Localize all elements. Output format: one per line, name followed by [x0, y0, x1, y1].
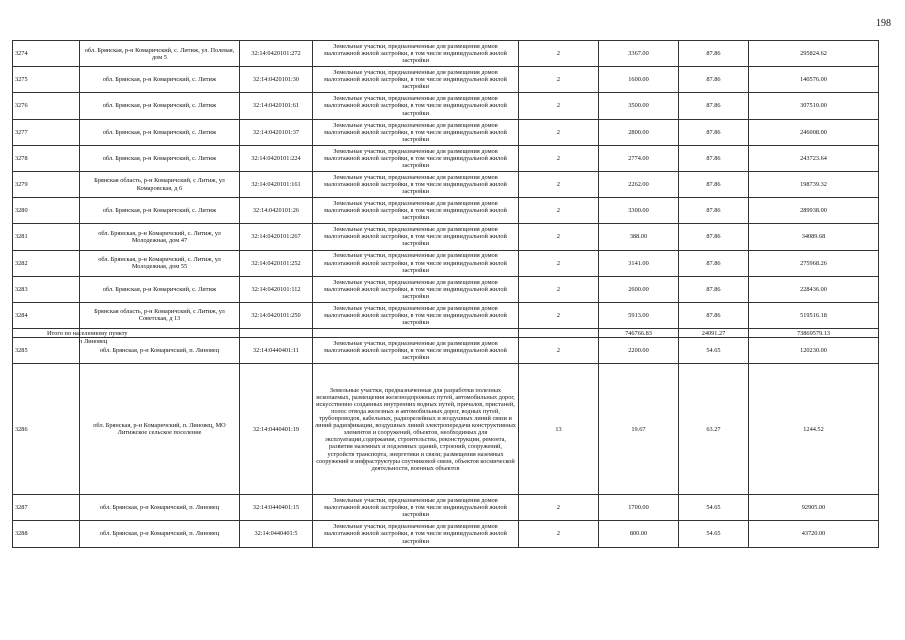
cell-num: 3283 — [13, 276, 80, 302]
cell-rate: 54.65 — [679, 338, 749, 364]
cell-cad: 32:14:0440401:11 — [240, 338, 313, 364]
cell-addr: обл. Брянская, р-н Комаричский, п. Линовец — [80, 495, 240, 521]
table-row — [13, 145, 879, 171]
cell-cad: 32:14:0420101:26 — [240, 198, 313, 224]
cell-area: 2200.00 — [599, 338, 679, 364]
cell-cad: 32:14:0420101:252 — [240, 250, 313, 276]
table-row — [13, 521, 879, 547]
page-number: 198 — [876, 18, 891, 29]
cell-val: 307510.00 — [749, 93, 879, 119]
cell-num: 3288 — [13, 521, 80, 547]
cell-rate: 87.86 — [679, 119, 749, 145]
empty-cell — [313, 329, 519, 338]
cell-val: 140576.00 — [749, 67, 879, 93]
table-row — [13, 495, 879, 521]
cell-cat: 2 — [519, 145, 599, 171]
cell-area: 2800.00 — [599, 119, 679, 145]
table-row — [13, 338, 879, 364]
cell-val: 228436.00 — [749, 276, 879, 302]
cell-cat: 2 — [519, 276, 599, 302]
cell-rate: 54.65 — [679, 495, 749, 521]
cell-cad: 32:14:0420101:272 — [240, 41, 313, 67]
table-row — [13, 93, 879, 119]
cell-addr: обл. Брянская, р-н Комаричский, с. Литиж — [80, 119, 240, 145]
cell-area: 3367.00 — [599, 41, 679, 67]
cell-cat: 2 — [519, 119, 599, 145]
cell-cad: 32:14:0420101:30 — [240, 67, 313, 93]
cell-val: 1244.52 — [749, 364, 879, 495]
cell-cad: 32:14:0420101:250 — [240, 302, 313, 328]
cell-num: 3276 — [13, 93, 80, 119]
cell-rate: 87.86 — [679, 276, 749, 302]
cell-addr: Брянская область, р-н Комаричский, с Литиж, ул Советская, д 13 — [80, 302, 240, 328]
cell-area: 2262.00 — [599, 171, 679, 197]
table-body — [13, 41, 879, 548]
cell-addr: обл. Брянская, р-н Комаричский, п. Линовец, МО Литижское сельское поселение — [80, 364, 240, 495]
cell-val: 43720.00 — [749, 521, 879, 547]
cell-addr: обл. Брянская, р-н Комаричский, с. Литиж — [80, 67, 240, 93]
cell-cad: 32:14:0420101:112 — [240, 276, 313, 302]
cell-area: 1600.00 — [599, 67, 679, 93]
table-row — [13, 250, 879, 276]
cell-cad: 32:14:0420101:61 — [240, 93, 313, 119]
cell-cat: 2 — [519, 338, 599, 364]
cell-addr: Брянская область, р-н Комаричский, с Литиж, ул Комаровская, д 6 — [80, 171, 240, 197]
cell-num: 3274 — [13, 41, 80, 67]
cell-num: 3275 — [13, 67, 80, 93]
cell-use: Земельные участки, предназначенные для размещения домов малоэтажной жилой застройки, в том числе индивидуальной жилой застройки — [313, 198, 519, 224]
cell-num: 3278 — [13, 145, 80, 171]
cell-val: 275968.26 — [749, 250, 879, 276]
cell-num: 3284 — [13, 302, 80, 328]
cell-cad: 32:14:0440401:19 — [240, 364, 313, 495]
cell-use: Земельные участки, предназначенные для размещения домов малоэтажной жилой застройки, в том числе индивидуальной жилой застройки — [313, 224, 519, 250]
table-row — [13, 119, 879, 145]
land-cadastre-table — [12, 40, 879, 548]
table-row — [13, 364, 879, 495]
cell-area: 3300.00 — [599, 198, 679, 224]
empty-cell — [240, 329, 313, 338]
cell-val: 295824.62 — [749, 41, 879, 67]
table-row — [13, 67, 879, 93]
cell-num: 3279 — [13, 171, 80, 197]
cell-cad: 32:14:0420101:267 — [240, 224, 313, 250]
cell-num: 3282 — [13, 250, 80, 276]
cell-use: Земельные участки, предназначенные для размещения домов малоэтажной жилой застройки, в том числе индивидуальной жилой застройки — [313, 495, 519, 521]
table-row — [13, 224, 879, 250]
cell-rate: 87.86 — [679, 171, 749, 197]
cell-addr: обл. Брянская, р-н Комаричский, с. Литиж — [80, 198, 240, 224]
cell-rate: 87.86 — [679, 145, 749, 171]
cell-cat: 2 — [519, 41, 599, 67]
cell-cad: 32:14:0440401:15 — [240, 495, 313, 521]
cell-addr: обл. Брянская, р-н Комаричский, с. Литиж, ул. Полевая, дом 5 — [80, 41, 240, 67]
cell-val: 246008.00 — [749, 119, 879, 145]
cell-cat: 2 — [519, 521, 599, 547]
cell-rate: 87.86 — [679, 198, 749, 224]
cell-addr: обл. Брянская, р-н Комаричский, с. Литиж, ул Молодежная, дом 55 — [80, 250, 240, 276]
cell-use: Земельные участки, предназначенные для размещения домов малоэтажной жилой застройки, в том числе индивидуальной жилой застройки — [313, 67, 519, 93]
cell-num: 3281 — [13, 224, 80, 250]
table-row — [13, 171, 879, 197]
cell-rate: 87.86 — [679, 224, 749, 250]
cell-area: 2774.00 — [599, 145, 679, 171]
cell-cad: 32:14:0420101:224 — [240, 145, 313, 171]
cell-num: 3277 — [13, 119, 80, 145]
cell-rate: 87.86 — [679, 93, 749, 119]
cell-use: Земельные участки, предназначенные для размещения домов малоэтажной жилой застройки, в том числе индивидуальной жилой застройки — [313, 93, 519, 119]
cell-area: 19.67 — [599, 364, 679, 495]
cell-rate: 63.27 — [679, 364, 749, 495]
cell-cat: 2 — [519, 302, 599, 328]
cell-use: Земельные участки, предназначенные для разработки полезных ископаемых, размещения железнодорожных путей, автомобильных дорог, искусственно созданных внутренних водных путей, причалов, пристаней, полос отвода железных и автомобильных дорог, водных путей, трубопроводов, кабельных, радиорелейных и воздушных линий связи и линий радиофикации, воздушных линий электропередачи конструктивных элементов и сооружений, объектов, необходимых для эксплуатации,содержания, строительства, реконструкции, ремонта, развития наземных и подземных зданий, строений, сооружений, устройств транспорта, энергетики и связи; размещения наземных сооружений и инфраструктуры спутниковой связи, объектов космической деятельности, военных объектов — [313, 364, 519, 495]
cell-cat: 2 — [519, 171, 599, 197]
cell-cat: 2 — [519, 250, 599, 276]
cell-val: 120230.00 — [749, 338, 879, 364]
table-row — [13, 198, 879, 224]
cell-val: 198739.32 — [749, 171, 879, 197]
cell-cat: 2 — [519, 495, 599, 521]
cell-cad: 32:14:0420101:161 — [240, 171, 313, 197]
cell-addr: обл. Брянская, р-н Комаричский, с. Литиж — [80, 276, 240, 302]
cell-val: 92905.00 — [749, 495, 879, 521]
cell-area: 388.00 — [599, 224, 679, 250]
cell-use: Земельные участки, предназначенные для размещения домов малоэтажной жилой застройки, в том числе индивидуальной жилой застройки — [313, 302, 519, 328]
total-area: 746766.83 — [599, 329, 679, 338]
cell-use: Земельные участки, предназначенные для размещения домов малоэтажной жилой застройки, в том числе индивидуальной жилой застройки — [313, 250, 519, 276]
cell-addr: обл. Брянская, р-н Комаричский, с. Литиж, ул Молодежная, дом 47 — [80, 224, 240, 250]
cell-val: 34089.68 — [749, 224, 879, 250]
total-row — [13, 329, 879, 338]
total-label: Итого по населенному пункту — [13, 329, 80, 338]
cell-cat: 2 — [519, 224, 599, 250]
cell-area: 3500.00 — [599, 93, 679, 119]
cell-num: 3280 — [13, 198, 80, 224]
cell-num: п Линовец 3285 — [13, 338, 80, 364]
cell-addr: обл. Брянская, р-н Комаричский, п. Линовец — [80, 521, 240, 547]
cell-cat: 2 — [519, 198, 599, 224]
total-value: 73869579.13 — [749, 329, 879, 338]
total-rate: 24091.27 — [679, 329, 749, 338]
cell-use: Земельные участки, предназначенные для размещения домов малоэтажной жилой застройки, в том числе индивидуальной жилой застройки — [313, 41, 519, 67]
cell-cad: 32:14:0420101:37 — [240, 119, 313, 145]
empty-cell — [519, 329, 599, 338]
cell-use: Земельные участки, предназначенные для размещения домов малоэтажной жилой застройки, в том числе индивидуальной жилой застройки — [313, 119, 519, 145]
cell-use: Земельные участки, предназначенные для размещения домов малоэтажной жилой застройки, в том числе индивидуальной жилой застройки — [313, 338, 519, 364]
table-row — [13, 41, 879, 67]
cell-addr: обл. Брянская, р-н Комаричский, с. Литиж — [80, 93, 240, 119]
cell-area: 2600.00 — [599, 276, 679, 302]
cell-rate: 87.86 — [679, 41, 749, 67]
cell-rate: 87.86 — [679, 250, 749, 276]
cell-addr: обл. Брянская, р-н Комаричский, с. Литиж — [80, 145, 240, 171]
cell-cad: 32:14:0440401:5 — [240, 521, 313, 547]
cell-rate: 54.65 — [679, 521, 749, 547]
table-row — [13, 276, 879, 302]
table-row — [13, 302, 879, 328]
cell-use: Земельные участки, предназначенные для размещения домов малоэтажной жилой застройки, в том числе индивидуальной жилой застройки — [313, 521, 519, 547]
cell-rate: 87.86 — [679, 67, 749, 93]
cell-val: 243723.64 — [749, 145, 879, 171]
cell-use: Земельные участки, предназначенные для размещения домов малоэтажной жилой застройки, в том числе индивидуальной жилой застройки — [313, 145, 519, 171]
cell-val: 519516.18 — [749, 302, 879, 328]
cell-use: Земельные участки, предназначенные для размещения домов малоэтажной жилой застройки, в том числе индивидуальной жилой застройки — [313, 276, 519, 302]
cell-cat: 13 — [519, 364, 599, 495]
cell-num: 3286 — [13, 364, 80, 495]
cell-use: Земельные участки, предназначенные для размещения домов малоэтажной жилой застройки, в том числе индивидуальной жилой застройки — [313, 171, 519, 197]
cell-area: 5913.00 — [599, 302, 679, 328]
cell-num: 3287 — [13, 495, 80, 521]
cell-rate: 87.86 — [679, 302, 749, 328]
cell-cat: 2 — [519, 67, 599, 93]
cell-area: 1700.00 — [599, 495, 679, 521]
cell-addr: обл. Брянская, р-н Комаричский, п. Линовец — [80, 338, 240, 364]
cell-val: 289938.00 — [749, 198, 879, 224]
cell-cat: 2 — [519, 93, 599, 119]
cell-area: 3141.00 — [599, 250, 679, 276]
cell-area: 800.00 — [599, 521, 679, 547]
